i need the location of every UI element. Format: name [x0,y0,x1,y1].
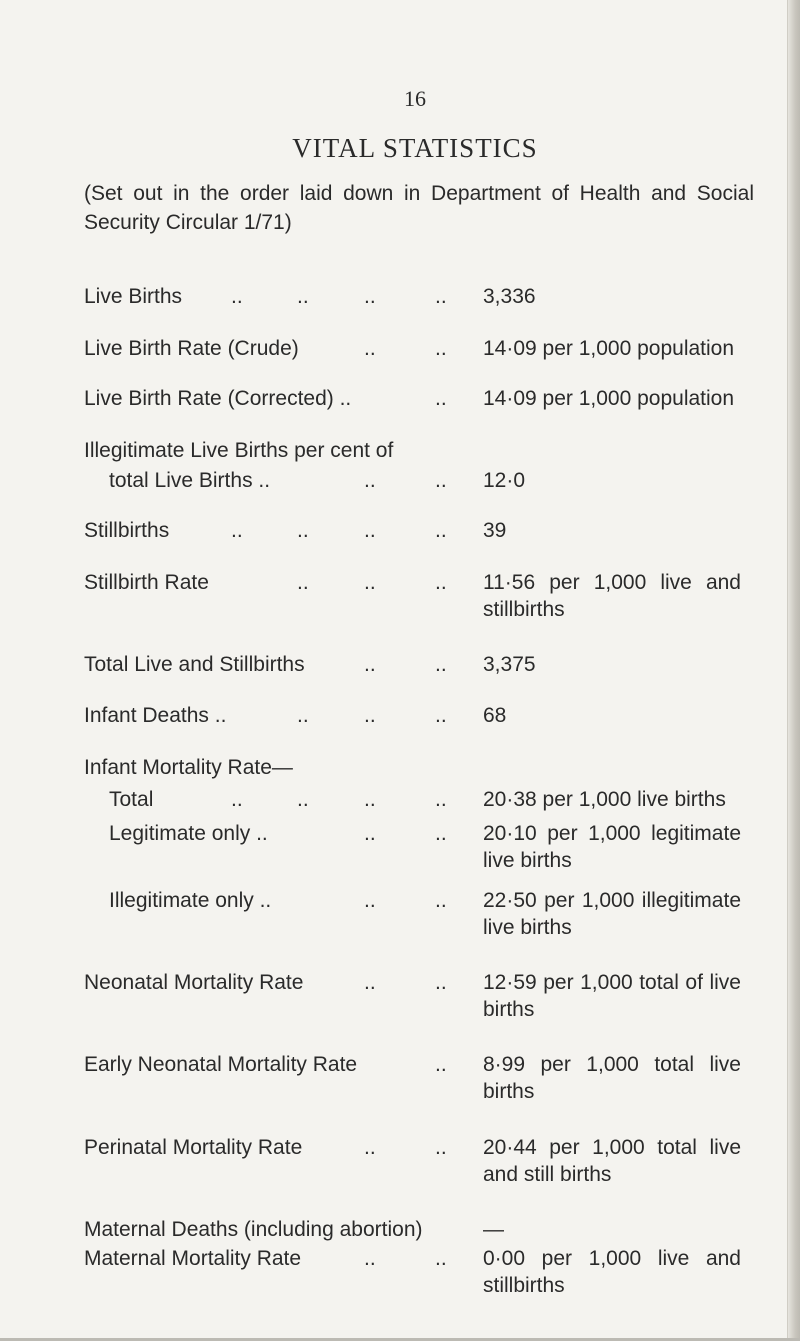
leader-dots: .. [435,571,447,594]
row-label: total Live Births .. [109,469,271,492]
leader-dots: .. [364,469,376,492]
row-value: — [483,1218,504,1241]
row-value: 3,375 [483,653,536,676]
row-label: Maternal Mortality Rate [84,1247,302,1270]
leader-dots: .. [364,889,376,912]
section-heading: Infant Mortality Rate— [84,756,293,779]
page-number: 16 [404,86,426,111]
leader-dots: .. [231,285,243,308]
leader-dots: .. [297,704,309,727]
page-edge [788,0,800,1341]
row-value: 39 [483,519,507,542]
page-title: VITAL STATISTICS [292,133,538,163]
leader-dots: .. [435,788,447,811]
row-label: Stillbirth Rate [84,571,209,594]
leader-dots: .. [435,822,447,845]
leader-dots: .. [364,1136,376,1159]
leader-dots: .. [435,285,447,308]
row-value: 14·09 per 1,000 population [483,387,735,410]
row-label: Legitimate only .. [109,822,268,845]
leader-dots: .. [297,788,309,811]
leader-dots: .. [435,469,447,492]
row-label: Illegitimate Live Births per cent of [84,439,394,462]
leader-dots: .. [435,971,447,994]
row-value: 22·50 per 1,000 illegitimate live births [483,889,741,939]
leader-dots: .. [364,704,376,727]
leader-dots: .. [364,788,376,811]
row-value: 8·99 per 1,000 total live births [483,1053,741,1103]
leader-dots: .. [435,704,447,727]
leader-dots: .. [435,1247,447,1270]
row-label: Live Birth Rate (Crude) [84,337,299,360]
row-value: 3,336 [483,285,536,308]
row-label: Live Birth Rate (Corrected) .. [84,387,352,410]
row-value: 11·56 per 1,000 live and stillbirths [483,571,741,621]
leader-dots: .. [435,337,447,360]
row-label: Total Live and Stillbirths [84,653,305,676]
leader-dots: .. [364,337,376,360]
row-value: 14·09 per 1,000 population [483,337,735,360]
page-subtitle: (Set out in the order laid down in Department of Health and Social Security Circular 1/71) [84,182,754,234]
leader-dots: .. [435,1136,447,1159]
row-label: Maternal Deaths (including abortion) [84,1218,423,1241]
row-label: Infant Deaths .. [84,704,227,727]
row-label: Early Neonatal Mortality Rate [84,1053,358,1076]
row-label: Neonatal Mortality Rate [84,971,304,994]
leader-dots: .. [364,1247,376,1270]
row-value: 0·00 per 1,000 live and stillbirths [483,1247,741,1297]
row-label: Total [109,788,154,811]
row-label: Live Births [84,285,183,308]
row-value: 20·44 per 1,000 total live and still births [483,1136,741,1186]
leader-dots: .. [364,653,376,676]
row-label: Perinatal Mortality Rate [84,1136,303,1159]
row-value: 20·10 per 1,000 legitimate live births [483,822,741,872]
row-value: 20·38 per 1,000 live births [483,788,726,811]
leader-dots: .. [364,571,376,594]
leader-dots: .. [297,285,309,308]
row-value: 68 [483,704,507,727]
leader-dots: .. [435,653,447,676]
row-label: Stillbirths [84,519,170,542]
leader-dots: .. [435,519,447,542]
leader-dots: .. [364,822,376,845]
leader-dots: .. [364,519,376,542]
leader-dots: .. [435,1053,447,1076]
leader-dots: .. [297,571,309,594]
row-label: Illegitimate only .. [109,889,272,912]
leader-dots: .. [231,519,243,542]
leader-dots: .. [364,971,376,994]
row-value: 12·0 [483,469,526,492]
leader-dots: .. [297,519,309,542]
leader-dots: .. [231,788,243,811]
leader-dots: .. [364,285,376,308]
row-value: 12·59 per 1,000 total of live births [483,971,741,1021]
leader-dots: .. [435,387,447,410]
leader-dots: .. [435,889,447,912]
